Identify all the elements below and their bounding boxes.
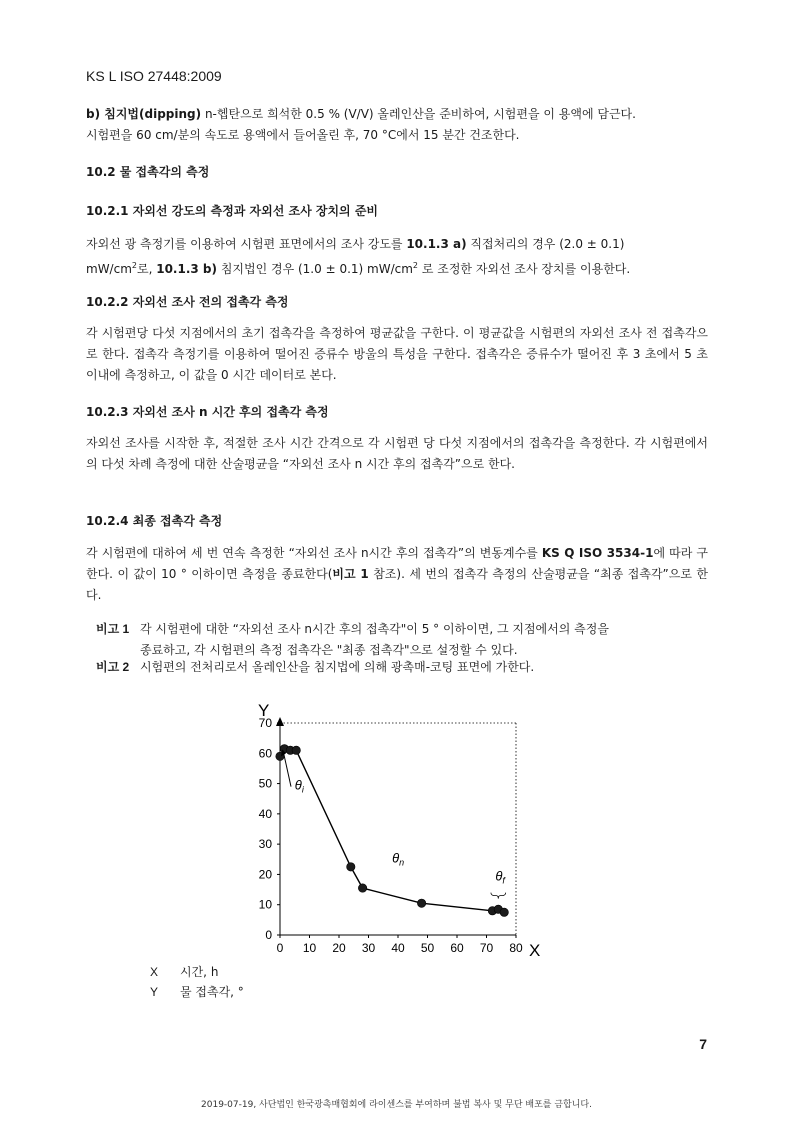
note-label: 비고 1 (96, 622, 130, 636)
series-line (280, 749, 504, 913)
note-1 (96, 619, 708, 661)
y-tick-label: 40 (258, 806, 272, 821)
dipping-line-2: 시험편을 60 cm/분의 속도로 용액에서 들어올린 후, 70 °C에서 15 분간 건조한다. (86, 128, 520, 142)
x-tick-label: 20 (332, 941, 346, 955)
ref-10-1-3-b: 10.1.3 b) (156, 262, 217, 276)
annotation-label-n: $\theta_n$ (392, 850, 405, 868)
text-run: 참조). 세 번의 접촉각 측정의 산술평균을 “최종 접촉각”으로 한다. (86, 567, 708, 602)
theta-f-brace (491, 893, 506, 899)
annotation-label-i: $\theta_i$ (294, 777, 304, 795)
x-tick-label: 60 (450, 941, 464, 955)
y-axis-letter: Y (258, 701, 270, 720)
x-tick-label: 40 (391, 941, 405, 955)
note-line: 종료하고, 각 시험편의 측정 접촉각은 "최종 접촉각"으로 설정할 수 있다. (140, 643, 518, 657)
x-tick-label: 10 (302, 941, 317, 955)
superscript: 2 (131, 261, 137, 270)
y-tick-label: 50 (258, 776, 272, 791)
note-line: 시험편의 전처리로서 올레인산을 침지법에 의해 광촉매-코팅 표면에 가한다. (140, 660, 535, 674)
annotation-label-f: $\theta_f$ (495, 868, 505, 886)
license-footer: 2019-07-19, 사단법인 한국광촉매협회에 라이센스를 부여하며 불법 복사 및 무단 배포를 금합니다. (201, 1100, 592, 1110)
section-10-2-heading: 10.2 물 접촉각의 측정 (86, 165, 210, 179)
ref-10-1-3-a: 10.1.3 a) (406, 237, 467, 251)
legend-key: X (150, 965, 159, 979)
text-run: 각 시험편에 대하여 세 번 연속 측정한 “자외선 조사 n시간 후의 접촉각”의 변동계수를 (86, 546, 542, 560)
data-point (347, 863, 355, 871)
legend-desc: 시간, h (180, 965, 219, 979)
axis-legend (150, 962, 244, 1002)
section-10-2-1-heading: 10.2.1 자외선 강도의 측정과 자외선 조사 장치의 준비 (86, 204, 379, 218)
contact-angle-chart (230, 688, 560, 963)
section-10-2-4-body (86, 543, 708, 606)
ref-ks-q-iso-3534-1: KS Q ISO 3534-1 (541, 546, 654, 560)
data-point (417, 899, 425, 907)
x-tick-label: 80 (509, 941, 523, 955)
text-run: 직접처리의 경우 (2.0 ± 0.1) (466, 237, 625, 251)
section-10-2-4-heading: 10.2.4 최종 접촉각 측정 (86, 514, 223, 528)
data-point (500, 908, 508, 916)
text-run: 로 조정한 자외선 조사 장치를 이용한다. (418, 262, 631, 276)
y-tick-label: 60 (258, 746, 272, 761)
legend-x (150, 962, 244, 982)
text-run: 로, (136, 262, 157, 276)
x-tick-label: 0 (276, 941, 284, 955)
superscript: 2 (412, 261, 419, 270)
y-tick-label: 20 (258, 867, 272, 882)
y-tick-label: 30 (258, 837, 272, 852)
legend-key: Y (150, 985, 159, 999)
section-10-2-2-body: 각 시험편당 다섯 지점에서의 초기 접촉각을 측정하여 평균값을 구한다. 이 평균값을 시험편의 자외선 조사 전 접촉각으로 한다. 접촉각 측정기를 이용하여 떨어진 증류수 방울의 특성을 구한다. 접촉각은 증류수가 떨어진 후 3 초에서 5 초 이내에 측정하고, 이 값을 0 시간 데이터로 본다. (86, 326, 708, 382)
theta-i-pointer (283, 750, 291, 786)
dipping-label: b) 침지법(dipping) (86, 107, 202, 121)
text-run: mW/cm (86, 262, 132, 276)
note-label: 비고 2 (96, 660, 130, 674)
note-line: 각 시험편에 대한 “자외선 조사 n시간 후의 접촉각"이 5 ° 이하이면, 그 지점에서의 측정을 (140, 622, 609, 636)
dipping-line-1: n-헵탄으로 희석한 0.5 % (V/V) 올레인산을 준비하여, 시험편을 이 용액에 담근다. (201, 107, 636, 121)
section-10-2-1-body (86, 234, 708, 280)
standard-id: KS L ISO 27448:2009 (86, 68, 222, 84)
x-axis-letter: X (529, 941, 541, 960)
page-number: 7 (699, 1036, 707, 1052)
y-axis-arrow (276, 717, 284, 726)
x-tick-label: 30 (361, 941, 376, 955)
data-point (292, 746, 300, 754)
legend-y (150, 982, 244, 1002)
text-run: 침지법인 경우 (1.0 ± 0.1) mW/cm (217, 262, 413, 276)
y-tick-label: 0 (265, 928, 272, 942)
section-10-2-3-heading: 10.2.3 자외선 조사 n 시간 후의 접촉각 측정 (86, 405, 329, 419)
text-run: 자외선 광 측정기를 이용하여 시험편 표면에서의 조사 강도를 (86, 237, 407, 251)
dipping-paragraph (86, 104, 708, 146)
data-point (358, 884, 366, 892)
x-tick-label: 50 (420, 941, 435, 955)
y-tick-label: 70 (258, 716, 272, 730)
text-run: 에 따라 구한다. 이 값이 10 ° 이하이면 측정을 종료한다( (86, 546, 709, 581)
legend-desc: 물 접촉각, ° (180, 985, 244, 999)
x-tick-label: 70 (479, 941, 494, 955)
ref-note-1: 비고 1 (332, 567, 369, 581)
y-tick-label: 10 (258, 897, 272, 912)
section-10-2-2-heading: 10.2.2 자외선 조사 전의 접촉각 측정 (86, 295, 289, 309)
note-2 (96, 657, 708, 678)
section-10-2-3-body: 자외선 조사를 시작한 후, 적절한 조사 시간 간격으로 각 시험편 당 다섯 지점에서의 접촉각을 측정한다. 각 시험편에서의 다섯 차례 측정에 대한 산술평균을 “자외선 조사 n 시간 후의 접촉각”으로 한다. (86, 436, 708, 471)
